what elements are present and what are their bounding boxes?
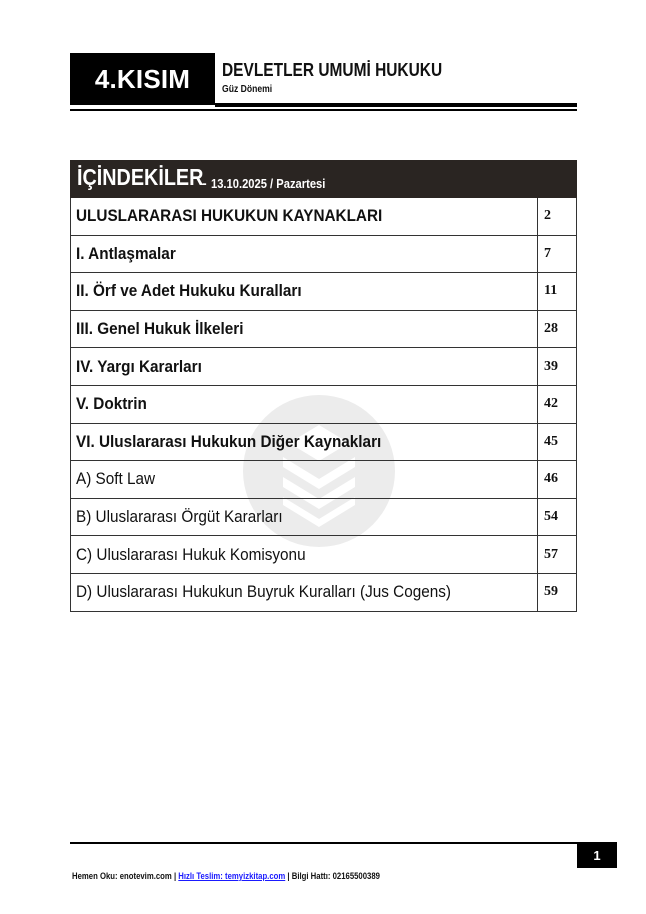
footer-info-line: Bilgi Hattı: 02165500389 [291,871,380,881]
toc-entry-page: 2 [544,208,551,224]
footer-rule [70,842,617,844]
toc-row[interactable] [70,198,577,236]
header-rule [215,103,577,107]
section-badge: 4.KISIM [70,53,215,105]
toc-entry-text: IV. Yargı Kararları [76,356,202,376]
toc-entry-title [71,536,538,573]
toc-entry-page: 11 [544,283,558,299]
toc-entry-title [71,198,538,235]
toc-entry-title [71,386,538,423]
toc-entry-text: B) Uluslararası Örgüt Kararları [76,507,283,527]
toc-row[interactable] [70,348,577,386]
toc-row[interactable] [70,273,577,311]
toc-entry-page: 45 [544,433,558,449]
toc-entry-page: 7 [544,245,551,261]
toc-entry-title [71,236,538,273]
toc-entry-text: ULUSLARARASI HUKUKUN KAYNAKLARI [76,206,383,226]
header-rule-thin [70,109,577,111]
footer-divider: | [173,871,177,881]
footer-read-label[interactable]: Hemen Oku: enotevim.com [72,871,172,881]
toc-row[interactable] [70,461,577,499]
toc-entry-title [71,311,538,348]
page-number: 1 [577,843,617,868]
toc-row[interactable] [70,236,577,274]
toc-entry-text: V. Doktrin [76,394,147,414]
toc-entry-title [71,499,538,536]
table-of-contents [70,160,577,612]
toc-entry-page: 42 [544,396,558,412]
document-subtitle: Güz Dönemi [222,84,273,95]
toc-entry-text: A) Soft Law [76,469,156,489]
toc-entry-text: I. Antlaşmalar [76,243,176,263]
document-title: DEVLETLER UMUMİ HUKUKU [222,60,443,80]
toc-entry-page: 39 [544,358,558,374]
toc-entry-title [71,424,538,461]
toc-entry-page: 28 [544,321,558,337]
toc-row[interactable] [70,424,577,462]
toc-entry-text: III. Genel Hukuk İlkeleri [76,319,244,339]
toc-entry-text: C) Uluslararası Hukuk Komisyonu [76,544,306,564]
toc-entry-page: 59 [544,584,558,600]
toc-entry-text: II. Örf ve Adet Hukuku Kuralları [76,281,302,301]
toc-entry-title [71,348,538,385]
toc-entry-title [71,574,538,611]
toc-row[interactable] [70,311,577,349]
toc-row[interactable] [70,536,577,574]
toc-heading: İÇİNDEKİLER [77,164,204,190]
toc-date: 13.10.2025 / Pazartesi [210,176,326,191]
toc-entry-page: 46 [544,471,558,487]
toc-row[interactable] [70,386,577,424]
toc-entry-title [71,273,538,310]
toc-header [70,160,577,198]
toc-entry-text: VI. Uluslararası Hukukun Diğer Kaynakları [76,431,382,451]
footer-delivery-link[interactable]: Hızlı Teslim: temyizkitap.com [178,871,286,881]
footer-links [72,871,380,881]
footer-divider: | [287,871,290,881]
toc-entry-page: 57 [544,546,558,562]
toc-entry-text: D) Uluslararası Hukukun Buyruk Kuralları (Jus Cogens) [76,582,451,602]
toc-entry-title [71,461,538,498]
toc-entry-page: 54 [544,509,558,525]
toc-separator: - [201,175,207,191]
toc-row[interactable] [70,499,577,537]
toc-row[interactable] [70,574,577,612]
